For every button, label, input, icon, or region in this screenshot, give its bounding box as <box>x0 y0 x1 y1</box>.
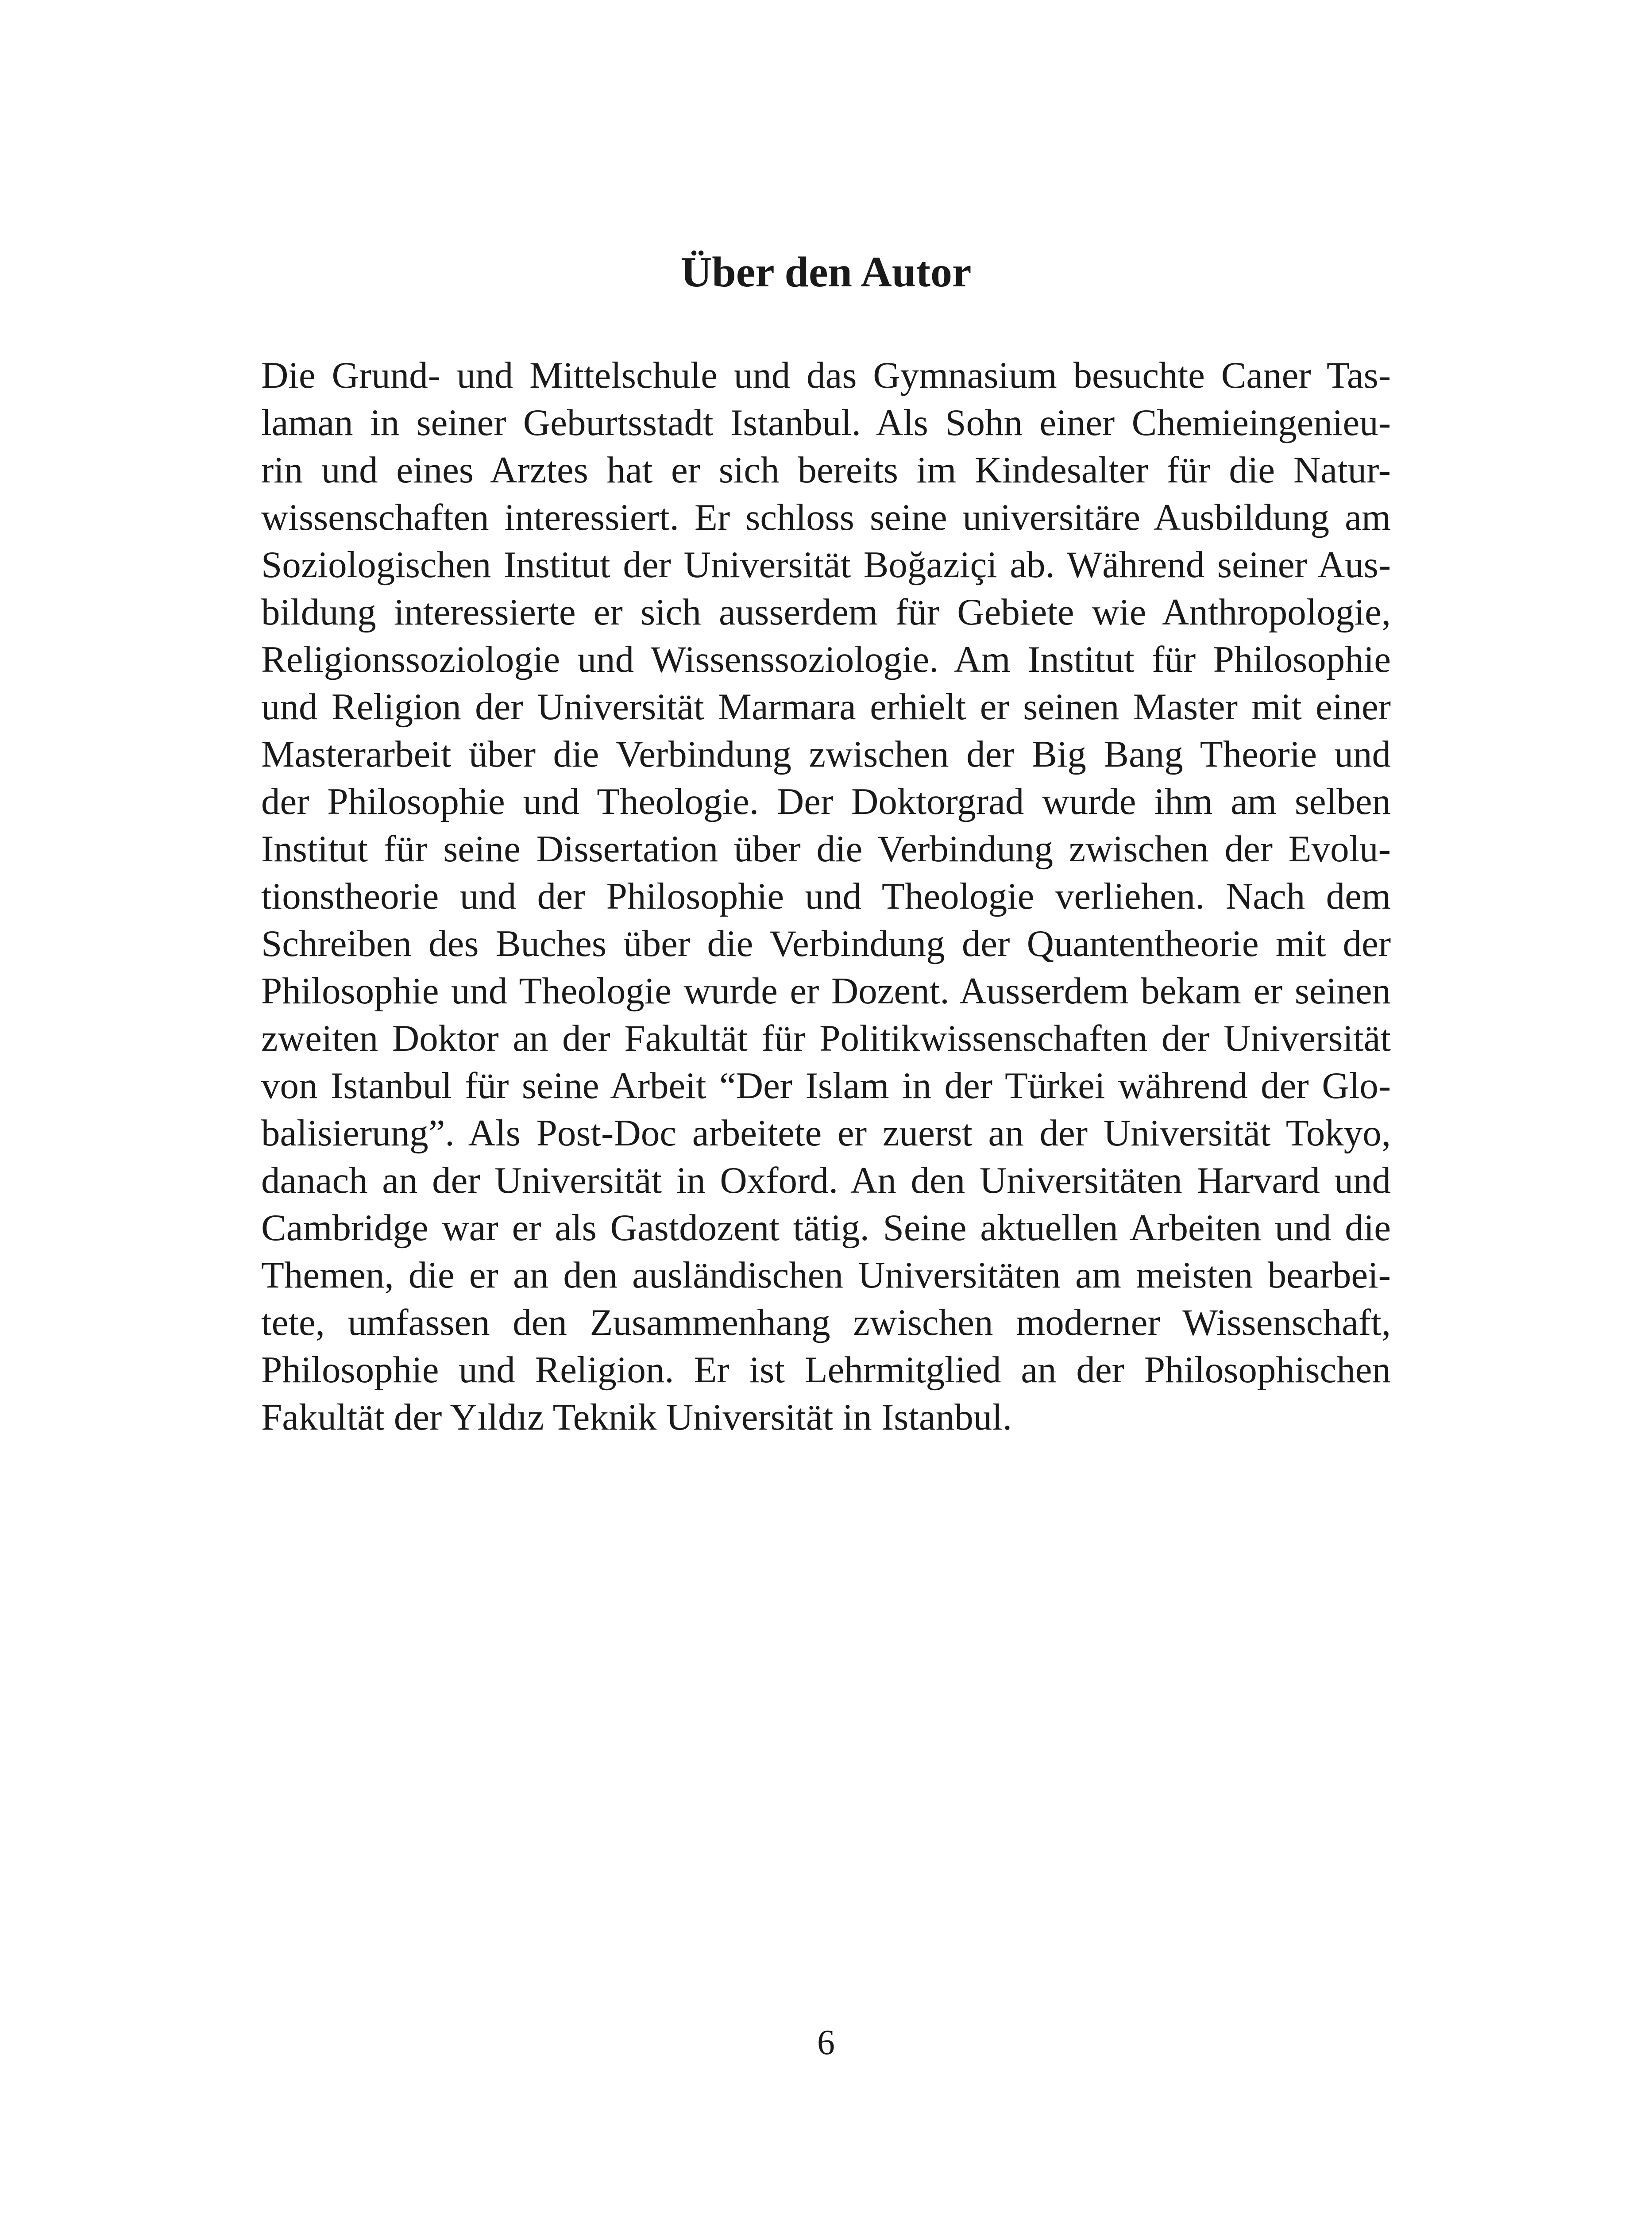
author-biography <box>261 352 1391 1441</box>
page-title: Über den Autor <box>680 248 972 296</box>
text-line: danach an der Universität in Oxford. An den Universitäten Harvard und <box>261 1160 1391 1201</box>
text-line: bildung interessierte er sich ausserdem für Gebiete wie Anthropologie, <box>261 591 1391 633</box>
text-line: tete, umfassen den Zusammenhang zwischen moderner Wissenschaft, <box>261 1302 1391 1343</box>
text-line: Themen, die er an den ausländischen Universitäten am meisten bearbei- <box>261 1254 1391 1296</box>
text-line: Institut für seine Dissertation über die Verbindung zwischen der Evolu- <box>261 828 1391 870</box>
text-line: Fakultät der Yıldız Teknik Universität in Istanbul. <box>261 1396 1012 1438</box>
text-line: tionstheorie und der Philosophie und Theologie verliehen. Nach dem <box>261 875 1391 917</box>
text-line: Religionssoziologie und Wissenssoziologie. Am Institut für Philosophie <box>261 639 1391 680</box>
text-line: rin und eines Arztes hat er sich bereits im Kindesalter für die Natur- <box>261 449 1391 491</box>
page-number: 6 <box>817 2023 835 2062</box>
text-line: der Philosophie und Theologie. Der Doktorgrad wurde ihm am selben <box>261 781 1391 822</box>
text-line: Cambridge war er als Gastdozent tätig. Seine aktuellen Arbeiten und die <box>261 1207 1391 1249</box>
text-line: zweiten Doktor an der Fakultät für Politikwissenschaften der Universität <box>261 1018 1391 1059</box>
text-line: balisierung”. Als Post-Doc arbeitete er zuerst an der Universität Tokyo, <box>261 1112 1391 1154</box>
text-line: Masterarbeit über die Verbindung zwischen der Big Bang Theorie und <box>261 733 1391 775</box>
text-line: Philosophie und Religion. Er ist Lehrmitglied an der Philosophischen <box>261 1349 1391 1391</box>
text-line: Schreiben des Buches über die Verbindung der Quantentheorie mit der <box>261 923 1391 964</box>
text-line: von Istanbul für seine Arbeit “Der Islam in der Türkei während der Glo- <box>261 1065 1391 1106</box>
text-line: Philosophie und Theologie wurde er Dozent. Ausserdem bekam er seinen <box>261 970 1391 1012</box>
text-line: laman in seiner Geburtsstadt Istanbul. Als Sohn einer Chemieingenieu- <box>261 402 1391 443</box>
text-line: wissenschaften interessiert. Er schloss seine universitäre Ausbildung am <box>261 497 1391 538</box>
text-line: und Religion der Universität Marmara erhielt er seinen Master mit einer <box>261 686 1391 728</box>
text-line: Soziologischen Institut der Universität Boğaziçi ab. Während seiner Aus- <box>261 544 1391 586</box>
text-line: Die Grund- und Mittelschule und das Gymnasium besuchte Caner Tas- <box>261 355 1391 396</box>
